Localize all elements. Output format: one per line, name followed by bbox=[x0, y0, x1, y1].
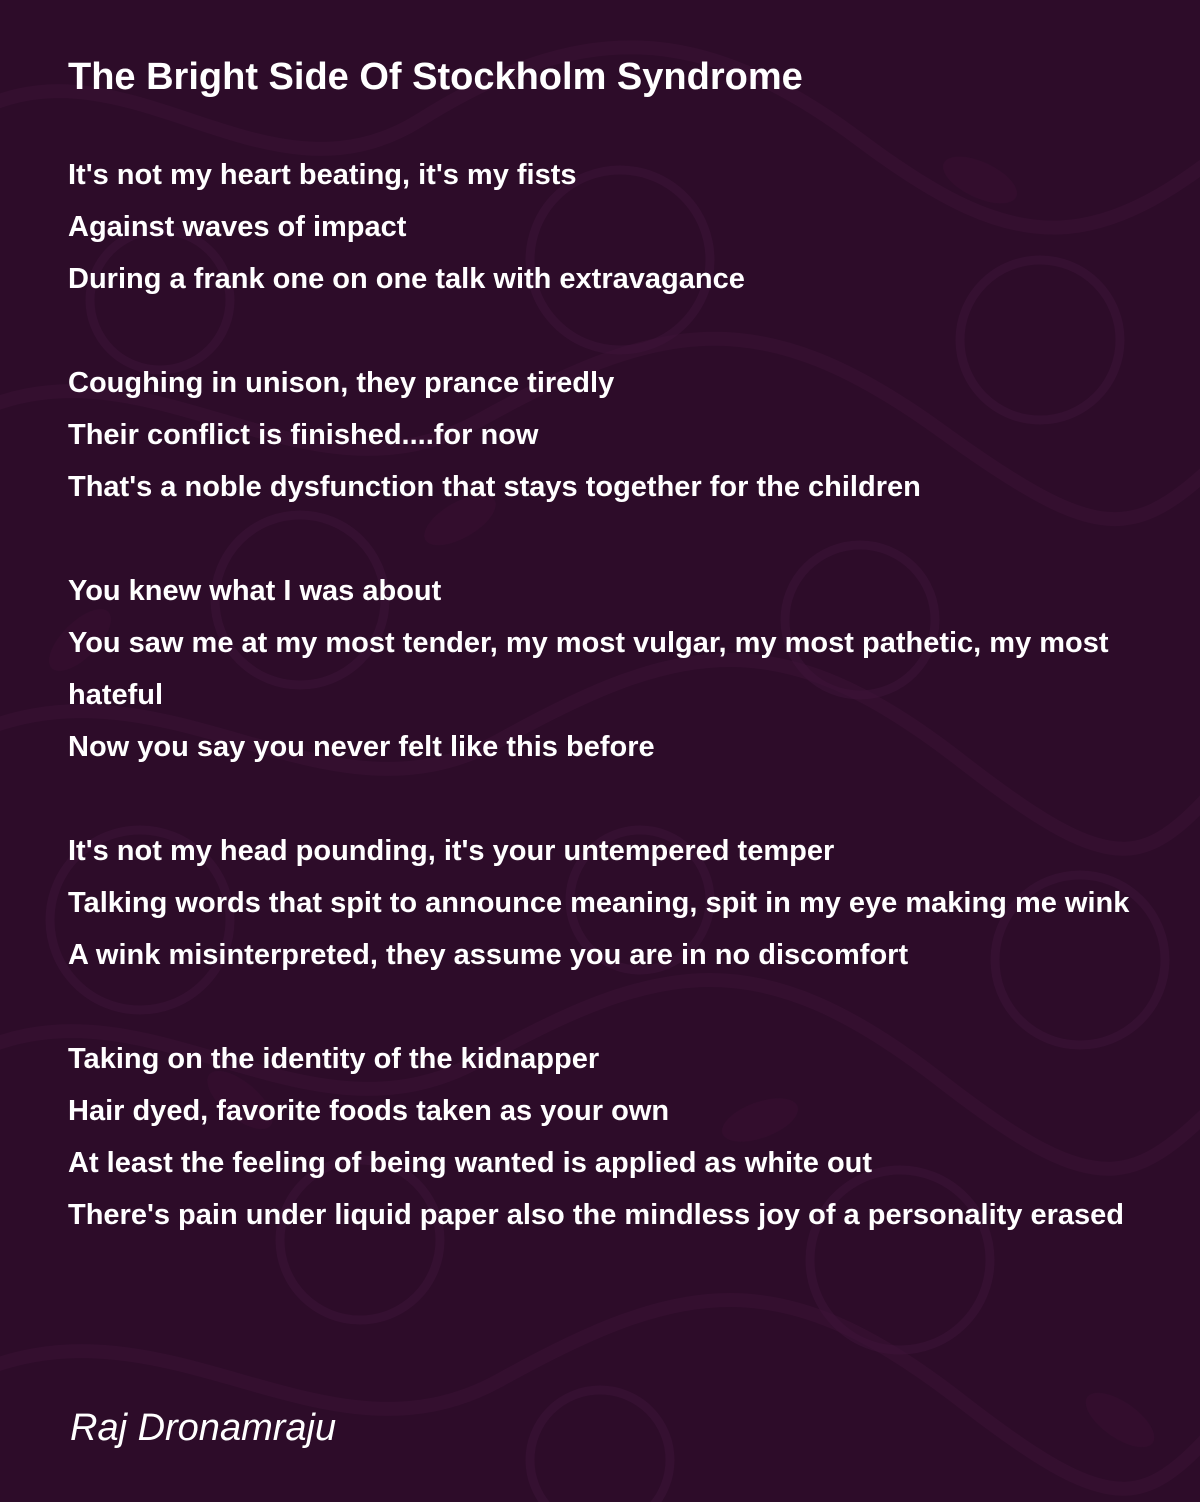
stanza-5 bbox=[68, 1033, 1158, 1241]
poem-line: During a frank one on one talk with extravagance bbox=[68, 263, 745, 295]
stanza-4 bbox=[68, 825, 1158, 981]
poem-line: At least the feeling of being wanted is applied as white out bbox=[68, 1147, 873, 1179]
poem-line: It's not my heart beating, it's my fists bbox=[68, 159, 577, 191]
poem-line: Hair dyed, favorite foods taken as your own bbox=[68, 1095, 670, 1127]
poem-line: It's not my head pounding, it's your untempered temper bbox=[68, 835, 835, 867]
poem-body bbox=[68, 149, 1158, 1293]
poem-line: Taking on the identity of the kidnapper bbox=[68, 1043, 600, 1075]
poem-line: Coughing in unison, they prance tiredly bbox=[68, 367, 615, 399]
poem-line: That's a noble dysfunction that stays together for the children bbox=[68, 471, 921, 503]
stanza-2 bbox=[68, 357, 1158, 513]
poem-line: A wink misinterpreted, they assume you are in no discomfort bbox=[68, 939, 909, 971]
poem-line: You knew what I was about bbox=[68, 575, 442, 607]
poem-author: Raj Dronamraju bbox=[70, 1407, 337, 1449]
stanza-3 bbox=[68, 565, 1158, 773]
poem-line: Talking words that spit to announce meaning, spit in my eye making me wink bbox=[68, 887, 1130, 919]
poem-line: Their conflict is finished....for now bbox=[68, 419, 539, 451]
poem-title: The Bright Side Of Stockholm Syndrome bbox=[68, 56, 803, 98]
poem-line: You saw me at my most tender, my most vulgar, my most pathetic, my most hateful bbox=[68, 627, 1109, 711]
poem-line: Against waves of impact bbox=[68, 211, 407, 243]
poem-line: There's pain under liquid paper also the mindless joy of a personality erased bbox=[68, 1199, 1125, 1231]
stanza-1 bbox=[68, 149, 1158, 305]
poem-line: Now you say you never felt like this before bbox=[68, 731, 655, 763]
